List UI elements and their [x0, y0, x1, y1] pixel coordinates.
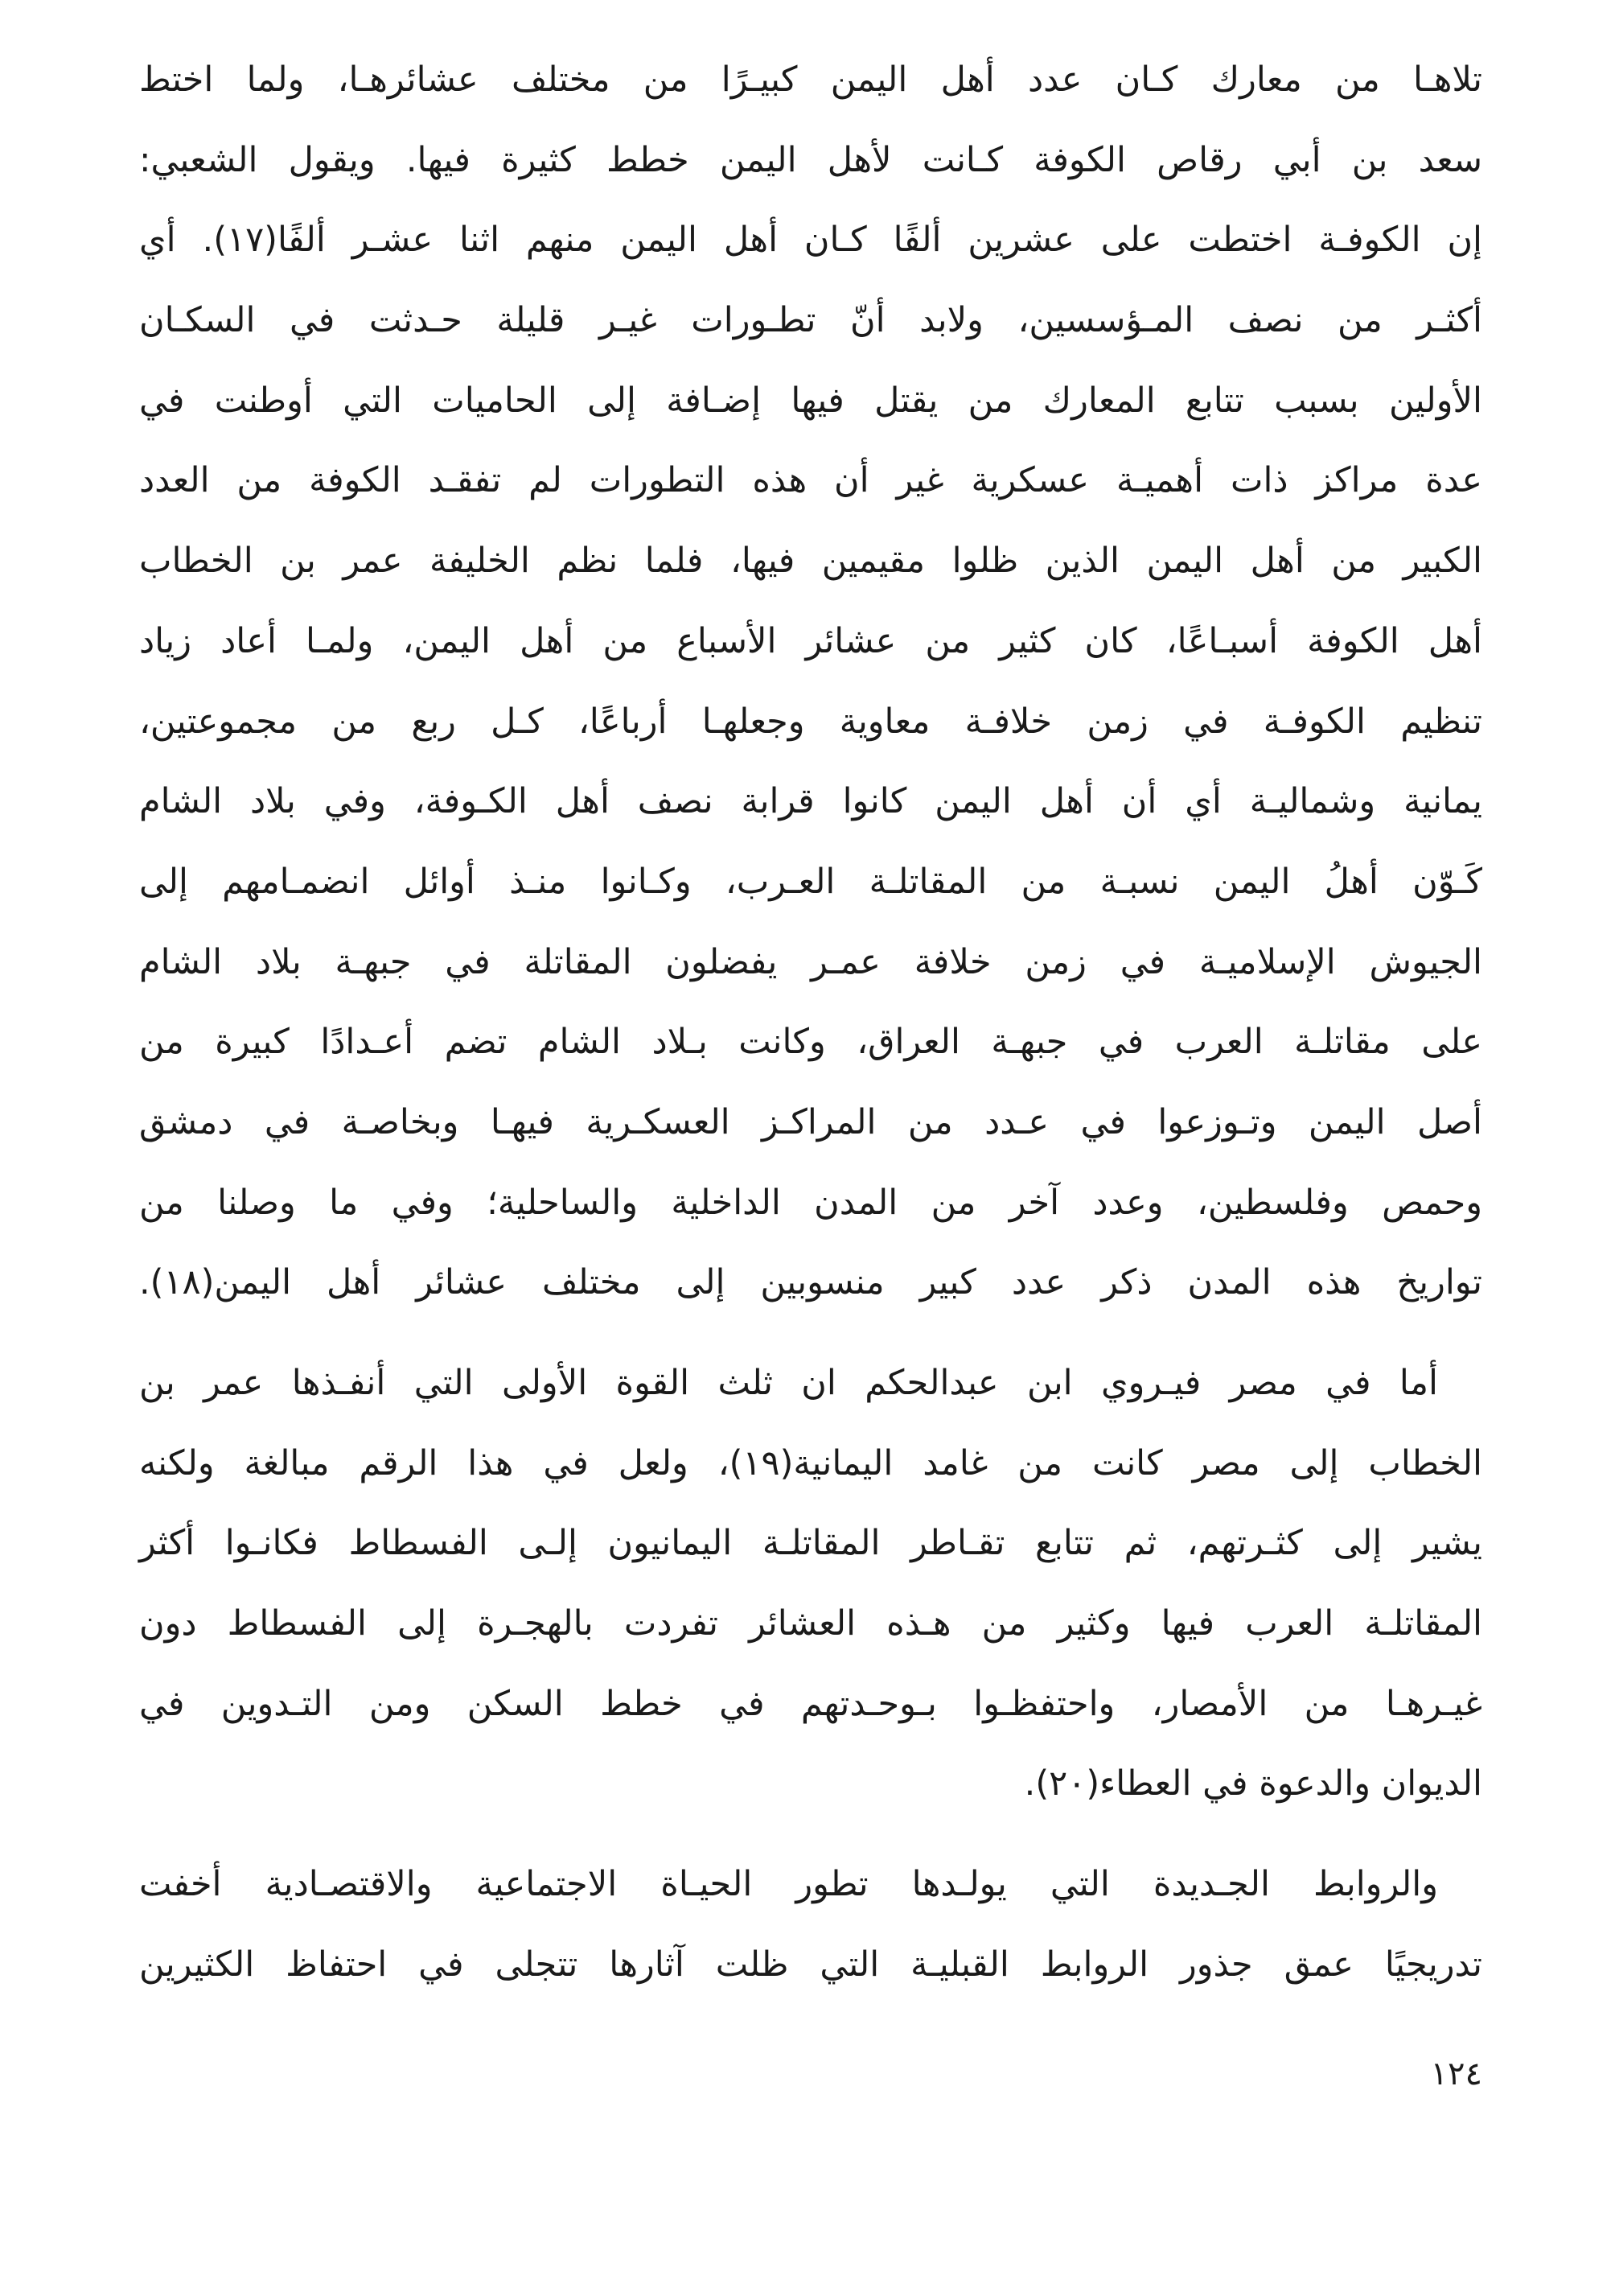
text-line: كَـوّن أهلُ اليمن نسبـة من المقاتلـة العـرب، وكـانوا منـذ أوائل انضمـامهم إلى: [139, 861, 1482, 902]
text-line: الكبير من أهل اليمن الذين ظلوا مقيمين فيها، فلما نظم الخليفة عمر بن الخطاب: [139, 541, 1482, 582]
text-line: أهل الكوفة أسبـاعًا، كان كثير من عشائر الأسباع من أهل اليمن، ولمـا أعاد زياد: [139, 620, 1482, 661]
page-number: ١٢٤: [1430, 2055, 1482, 2092]
text-line: وحمص وفلسطين، وعدد آخر من المدن الداخلية والساحلية؛ وفي ما وصلنا من: [139, 1182, 1482, 1223]
paragraph-2: [139, 1343, 1482, 1825]
paragraph-1: [139, 40, 1482, 1323]
text-line: سعد بن أبي رقاص الكوفة كـانت لأهل اليمن خطط كثيرة فيها. ويقول الشعبي:: [139, 139, 1482, 180]
text-line: عدة مراكز ذات أهميـة عسكرية غير أن هذه التطورات لم تفقـد الكوفة من العدد: [139, 460, 1482, 501]
text-line: تنظيم الكوفـة في زمن خلافـة معاوية وجعلهـا أرباعًا، كـل ربع من مجموعتين،: [139, 701, 1482, 742]
text-line: تدريجيًا عمق جذور الروابط القبليـة التي ظلت آثارها تتجلى في احتفاظ الكثيرين: [139, 1944, 1482, 1985]
page-body: [139, 40, 1482, 2006]
text-line: على مقاتلـة العرب في جبهـة العراق، وكانت بـلاد الشام تضم أعـدادًا كبيرة من: [139, 1022, 1482, 1063]
text-line: المقاتلـة العرب فيها وكثير من هـذه العشائر تفردت بالهجـرة إلى الفسطاط دون: [139, 1603, 1482, 1644]
text-line: أصل اليمن وتـوزعوا في عـدد من المراكـز العسكـرية فيهـا وبخاصـة في دمشق: [139, 1101, 1482, 1142]
text-line: الأولين بسبب تتابع المعارك من يقتل فيها إضـافة إلى الحاميات التي أوطنت في: [139, 380, 1482, 421]
text-line: تلاهـا من معارك كـان عدد أهل اليمن كبيـرًا من مختلف عشائرهـا، ولما اختط: [139, 60, 1482, 100]
text-line: يشير إلى كثـرتهم، ثم تتابع تقـاطر المقاتلـة اليمانيون إلـى الفسطاط فكانـوا أكثر: [139, 1523, 1482, 1564]
text-line: إن الكوفـة اختطت على عشرين ألفًا كـان أهل اليمن منهم اثنا عشـر ألفًا(١٧). أي: [139, 220, 1482, 261]
text-line: تواريخ هذه المدن ذكر عدد كبير منسوبين إلى مختلف عشائر أهل اليمن(١٨).: [139, 1262, 1482, 1303]
text-line: الجيوش الإسلاميـة في زمن خلافة عمـر يفضلون المقاتلة في جبهـة بلاد الشام: [139, 941, 1482, 982]
text-line: الديوان والدعوة في العطاء(٢٠).: [1024, 1763, 1482, 1804]
paragraph-3: [139, 1845, 1482, 2005]
text-line: أكثـر من نصف المـؤسسين، ولابد أنّ تطـورات غيـر قليلة حـدثت في السكـان: [139, 300, 1482, 341]
text-line: والروابط الجـديدة التي يولـدها تطور الحيـاة الاجتماعية والاقتصـادية أخفت: [139, 1864, 1438, 1905]
text-line: الخطاب إلى مصر كانت من غامد اليمانية(١٩)، ولعل في هذا الرقم مبالغة ولكنه: [139, 1442, 1483, 1483]
text-line: غيـرهـا من الأمصار، واحتفظـوا بـوحـدتهم في خطط السكن ومن التـدوين في: [139, 1683, 1482, 1724]
text-line: أما في مصر فيـروي ابن عبدالحكم ان ثلث القوة الأولى التي أنفـذها عمر بن: [139, 1363, 1438, 1403]
text-line: يمانية وشماليـة أي أن أهل اليمن كانوا قرابة نصف أهل الكـوفة، وفي بلاد الشام: [139, 781, 1482, 822]
